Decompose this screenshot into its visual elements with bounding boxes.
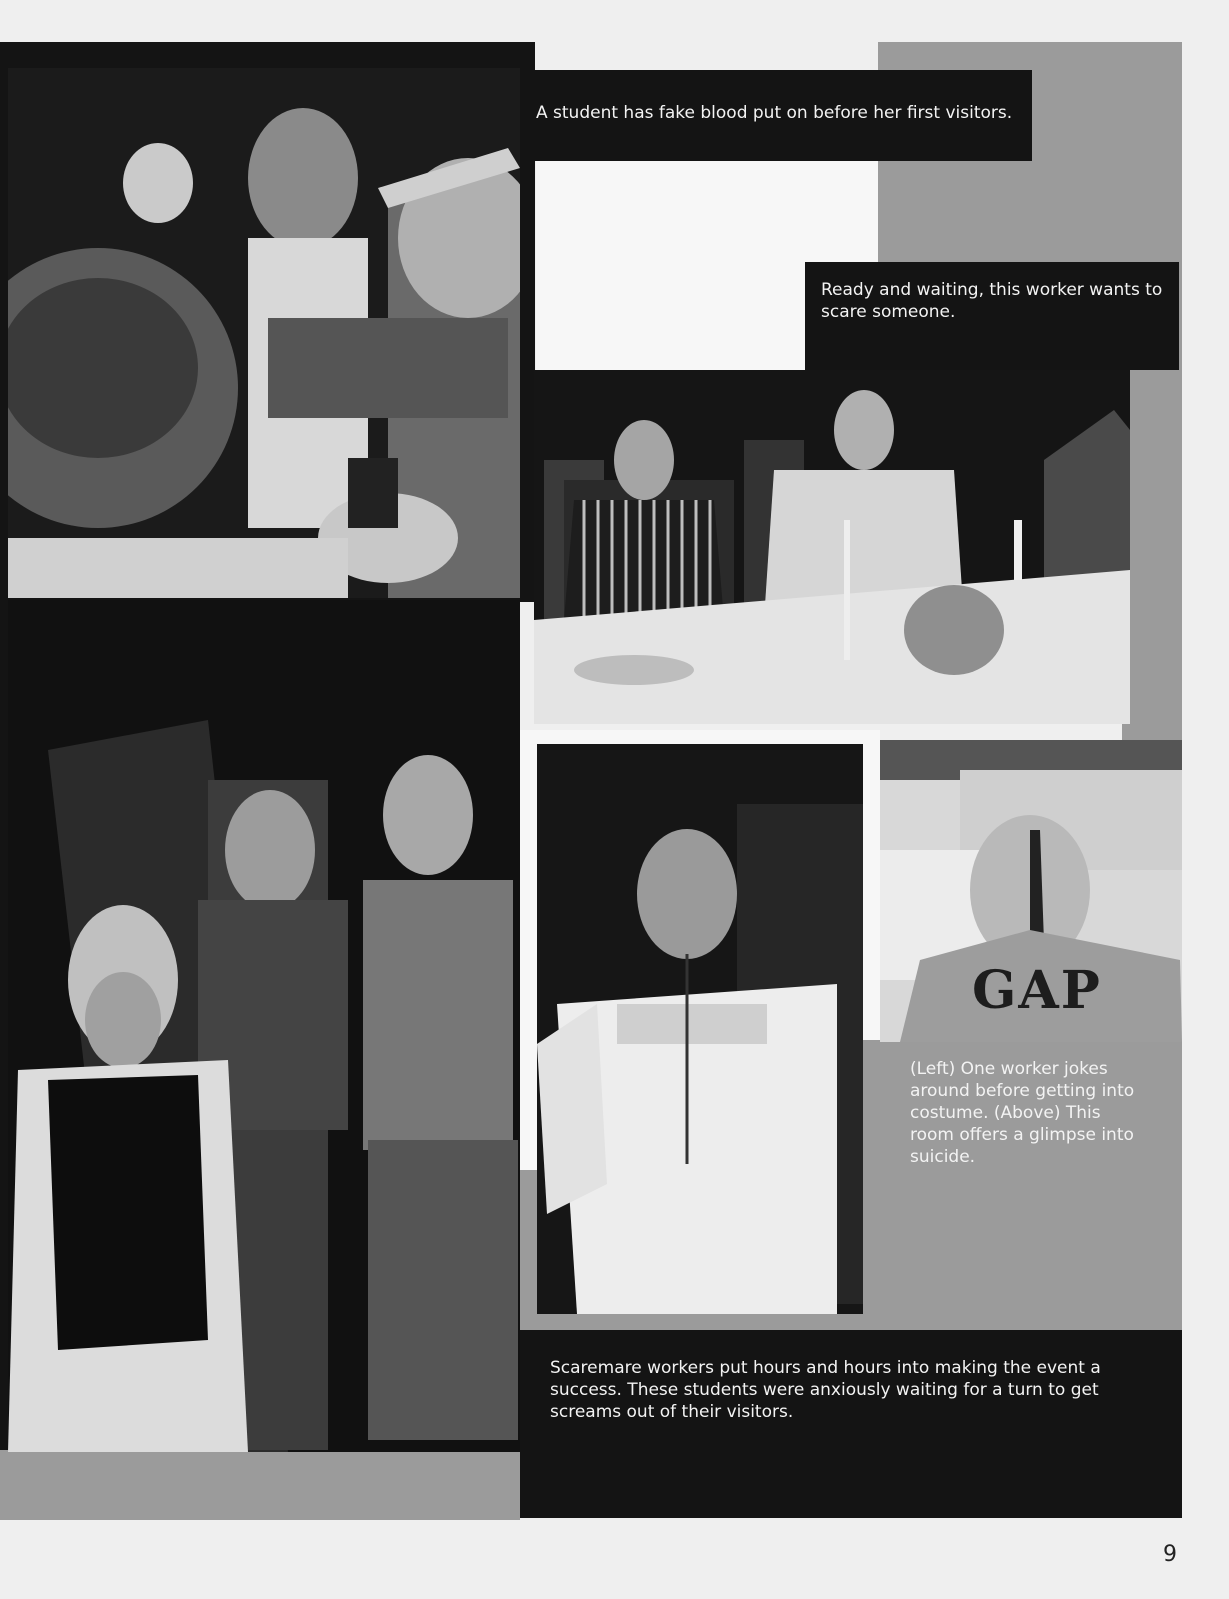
page-number: 9: [1163, 1542, 1177, 1567]
photo-group: [8, 600, 520, 1452]
photo-dinner: [534, 370, 1130, 724]
dinner-photo-art: [534, 370, 1130, 724]
right-gray-column: [1122, 370, 1182, 750]
sweatshirt-gap-text: GAP: [972, 960, 1102, 1021]
photo-laughing: [537, 744, 863, 1314]
caption-ready-waiting: Ready and waiting, this worker wants to scare someone.: [821, 280, 1163, 322]
caption-scaremare: Scaremare workers put hours and hours into making the event a success. These students were anxiously waiting for a turn to get screams out of their visitors.: [550, 1358, 1101, 1422]
caption-left-above: (Left) One worker jokes around before getting into costume. (Above) This room offers a glimpse into suicide.: [910, 1059, 1135, 1167]
caption-fake-blood: A student has fake blood put on before her first visitors.: [536, 103, 1013, 123]
photo-fake-blood: [8, 68, 520, 598]
fake-blood-photo-art: [8, 68, 520, 598]
laughing-photo-art: [537, 744, 863, 1314]
photo-suicide-scene: [880, 740, 1182, 1042]
group-photo-art: [8, 600, 520, 1452]
bottom-left-gray-strip: [0, 1450, 520, 1520]
